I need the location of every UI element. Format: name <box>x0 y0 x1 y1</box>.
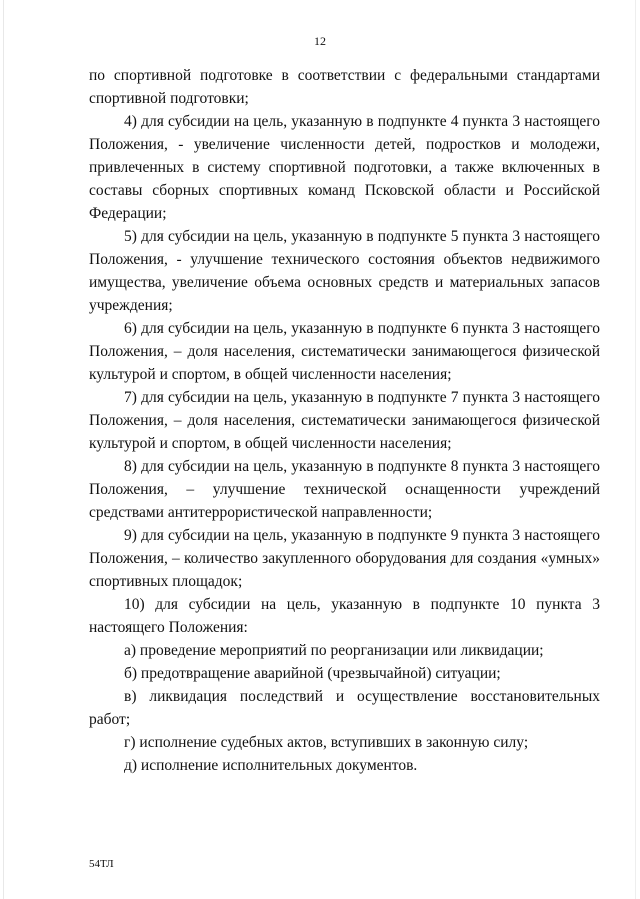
footer-document-code: 54ТЛ <box>89 858 114 870</box>
page-number: 12 <box>314 34 326 48</box>
paragraph-continuation: по спортивной подготовке в соответствии с федеральными стандартами спортивной подготовки; <box>89 67 600 107</box>
subitem-a: а) проведение мероприятий по реорганизации или ликвидации; <box>124 642 544 659</box>
paragraph-item-9: 9) для субсидии на цель, указанную в подпункте 9 пункта 3 настоящего Положения, – количество закупленного оборудования для создания «умных» спортивных площадок; <box>89 527 600 590</box>
paragraph-item-6: 6) для субсидии на цель, указанную в подпункте 6 пункта 3 настоящего Положения, – доля населения, систематически занимающегося физической культурой и спортом, в общей численности населения; <box>89 320 600 383</box>
paragraph-item-8: 8) для субсидии на цель, указанную в подпункте 8 пункта 3 настоящего Положения, – улучшение технической оснащенности учреждений средствами антитеррористической направленности; <box>89 458 600 521</box>
scan-edge-left <box>3 0 4 899</box>
paragraph-item-5: 5) для субсидии на цель, указанную в подпункте 5 пункта 3 настоящего Положения, - улучшение технического состояния объектов недвижимого имущества, увеличение объема основных средств и материальных запасов учреждения; <box>89 228 600 314</box>
paragraph-item-4: 4) для субсидии на цель, указанную в подпункте 4 пункта 3 настоящего Положения, - увеличение численности детей, подростков и молодежи, привлеченных в систему спортивной подготовки, а также включенных в составы сборных спортивных команд Псковской области и Российской Федерации; <box>89 113 600 222</box>
paragraph-item-10: 10) для субсидии на цель, указанную в подпункте 10 пункта 3 настоящего Положения: <box>89 596 600 636</box>
subitem-g: г) исполнение судебных актов, вступивших в законную силу; <box>124 734 529 751</box>
subitem-b: б) предотвращение аварийной (чрезвычайной) ситуации; <box>124 665 501 682</box>
subitem-d: д) исполнение исполнительных документов. <box>124 757 418 774</box>
subitem-v: в) ликвидация последствий и осуществление восстановительных работ; <box>89 688 600 728</box>
document-body <box>89 64 600 777</box>
paragraph-item-7: 7) для субсидии на цель, указанную в подпункте 7 пункта 3 настоящего Положения, – доля населения, систематически занимающегося физической культурой и спортом, в общей численности населения; <box>89 389 600 452</box>
scan-edge-right <box>635 0 636 899</box>
